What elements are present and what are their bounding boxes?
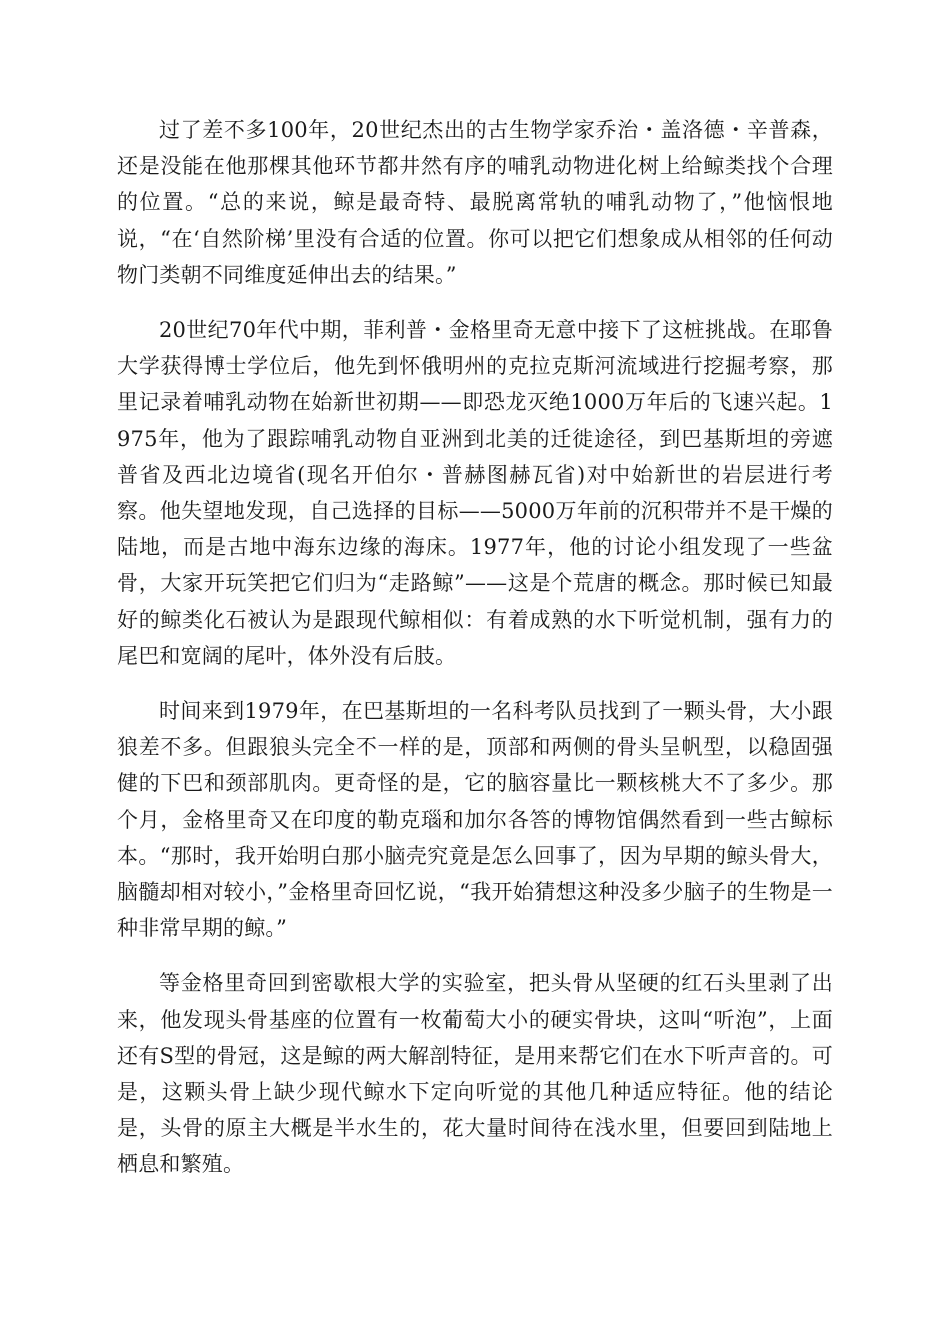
- paragraph-skull-discovery: 时间来到1979年，在巴基斯坦的一名科考队员找到了一颗头骨，大小跟狼差不多。但跟狼头完全不一样的是，顶部和两侧的骨头呈帆型，以稳固强健的下巴和颈部肌肉。更奇怪的是，它的脑容量比一颗核桃大不了多少。那个月，金格里奇又在印度的勒克瑙和加尔各答的博物馆偶然看到一些古鲸标本。“那时，我开始明白那小脑壳究竟是怎么回事了，因为早期的鲸头骨大，脑髓却相对较小，”金格里奇回忆说，“我开始猜想这种没多少脑子的生物是一种非常早期的鲸。”: [117, 699, 833, 941]
- article-body: [117, 112, 833, 1202]
- paragraph-simpson-quote: 过了差不多100年，20世纪杰出的古生物学家乔治・盖洛德・辛普森，还是没能在他那棵其他环节都井然有序的哺乳动物进化树上给鲸类找个合理的位置。“总的来说，鲸是最奇特、最脱离常轨的哺乳动物了，”他恼恨地说，“在‘自然阶梯’里没有合适的位置。你可以把它们想象成从相邻的任何动物门类朝不同维度延伸出去的结果。”: [117, 118, 833, 287]
- paragraph-gingerich-challenge: 20世纪70年代中期，菲利普・金格里奇无意中接下了这桩挑战。在耶鲁大学获得博士学位后，他先到怀俄明州的克拉克斯河流域进行挖掘考察，那里记录着哺乳动物在始新世初期——即恐龙灭绝1000万年后的飞速兴起。1975年，他为了跟踪哺乳动物自亚洲到北美的迁徙途径，到巴基斯坦的旁遮普省及西北边境省(现名开伯尔・普赫图赫瓦省)对中始新世的岩层进行考察。他失望地发现，自己选择的目标——5000万年前的沉积带并不是干燥的陆地，而是古地中海东边缘的海床。1977年，他的讨论小组发现了一些盆骨，大家开玩笑把它们归为“走路鲸”——这是个荒唐的概念。那时候已知最好的鲸类化石被认为是跟现代鲸相似：有着成熟的水下听觉机制，强有力的尾巴和宽阔的尾叶，体外没有后肢。: [117, 318, 833, 668]
- paragraph-lab-analysis: 等金格里奇回到密歇根大学的实验室，把头骨从坚硬的红石头里剥了出来，他发现头骨基座的位置有一枚葡萄大小的硬实骨块，这叫“听泡”，上面还有S型的骨冠，这是鲸的两大解剖特征，是用来帮它们在水下听声音的。可是，这颗头骨上缺少现代鲸水下定向听觉的其他几种适应特征。他的结论是，头骨的原主大概是半水生的，花大量时间待在浅水里，但要回到陆地上栖息和繁殖。: [117, 971, 833, 1177]
